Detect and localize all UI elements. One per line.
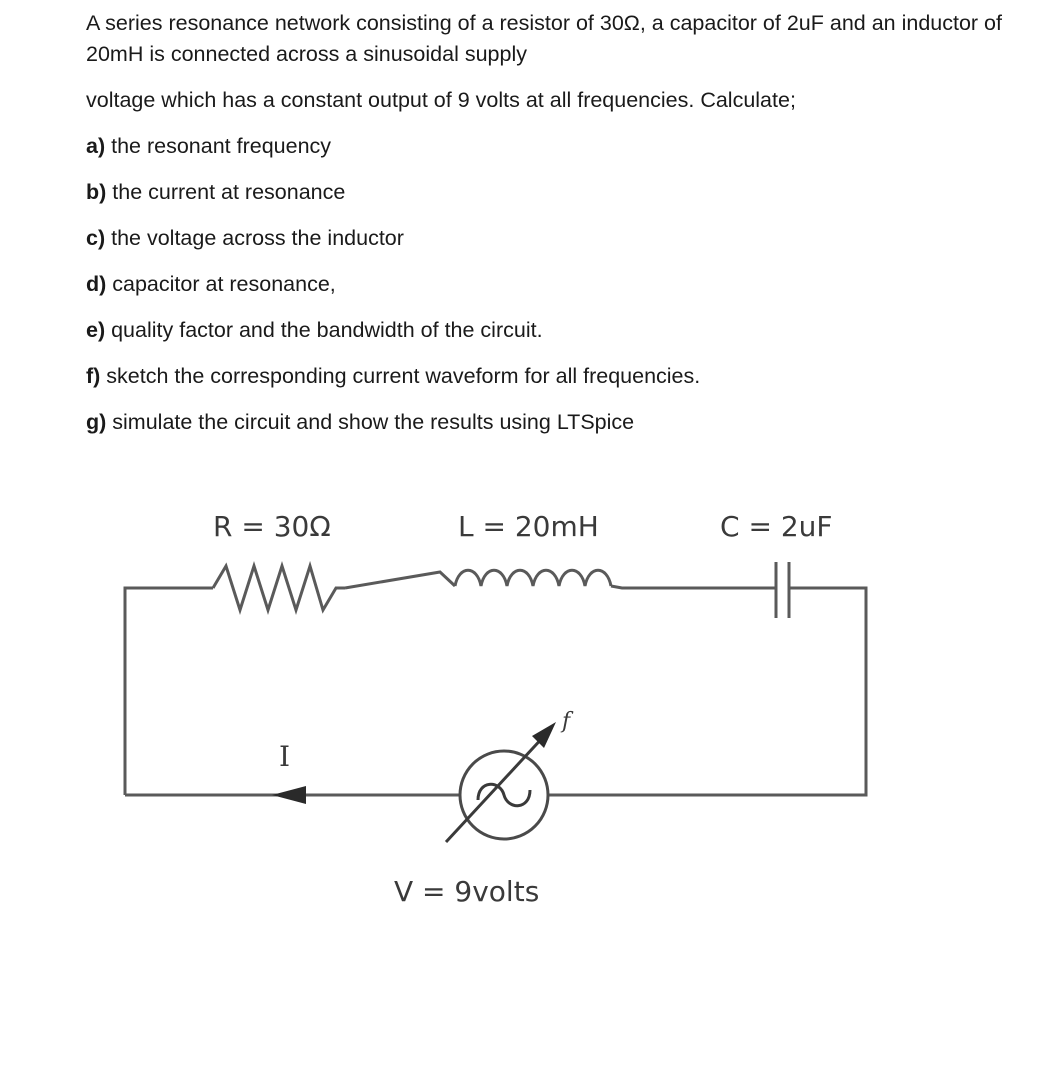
capacitor-label: C = 2uF bbox=[720, 510, 833, 543]
part-text: sketch the corresponding current waveform for all frequencies. bbox=[100, 364, 701, 388]
part-letter: f) bbox=[86, 364, 101, 388]
problem-intro-continued: voltage which has a constant output of 9 volts at all frequencies. Calculate; bbox=[86, 88, 796, 112]
resistor-symbol bbox=[213, 566, 345, 610]
part-letter: c) bbox=[86, 226, 106, 250]
part-text: capacitor at resonance, bbox=[106, 272, 336, 296]
problem-intro: A series resonance network consisting of a resistor of 30Ω, a capacitor of 2uF and an inductor of 20mH is connected across a sinusoidal supply bbox=[86, 11, 1002, 66]
ac-source-symbol bbox=[446, 722, 556, 842]
part-text: the voltage across the inductor bbox=[105, 226, 404, 250]
wire-resistor-inductor bbox=[345, 572, 455, 588]
current-direction-arrow bbox=[272, 786, 306, 804]
wire-inductor-capacitor bbox=[611, 586, 776, 588]
wire-right bbox=[548, 588, 866, 795]
inductor-symbol bbox=[455, 570, 611, 586]
part-text: quality factor and the bandwidth of the circuit. bbox=[105, 318, 543, 342]
wire-left bbox=[125, 588, 213, 795]
source-voltage-label: V = 9volts bbox=[394, 875, 540, 908]
part-letter: a) bbox=[86, 134, 106, 158]
part-text: the resonant frequency bbox=[105, 134, 332, 158]
part-text: the current at resonance bbox=[106, 180, 346, 204]
part-letter: e) bbox=[86, 318, 106, 342]
frequency-label: f bbox=[562, 709, 571, 734]
part-letter: g) bbox=[86, 410, 107, 434]
part-letter: d) bbox=[86, 272, 107, 296]
resistor-label: R = 30Ω bbox=[213, 510, 331, 543]
current-label: I bbox=[279, 740, 291, 773]
inductor-label: L = 20mH bbox=[458, 510, 599, 543]
part-text: simulate the circuit and show the results using LTSpice bbox=[106, 410, 635, 434]
part-letter: b) bbox=[86, 180, 107, 204]
